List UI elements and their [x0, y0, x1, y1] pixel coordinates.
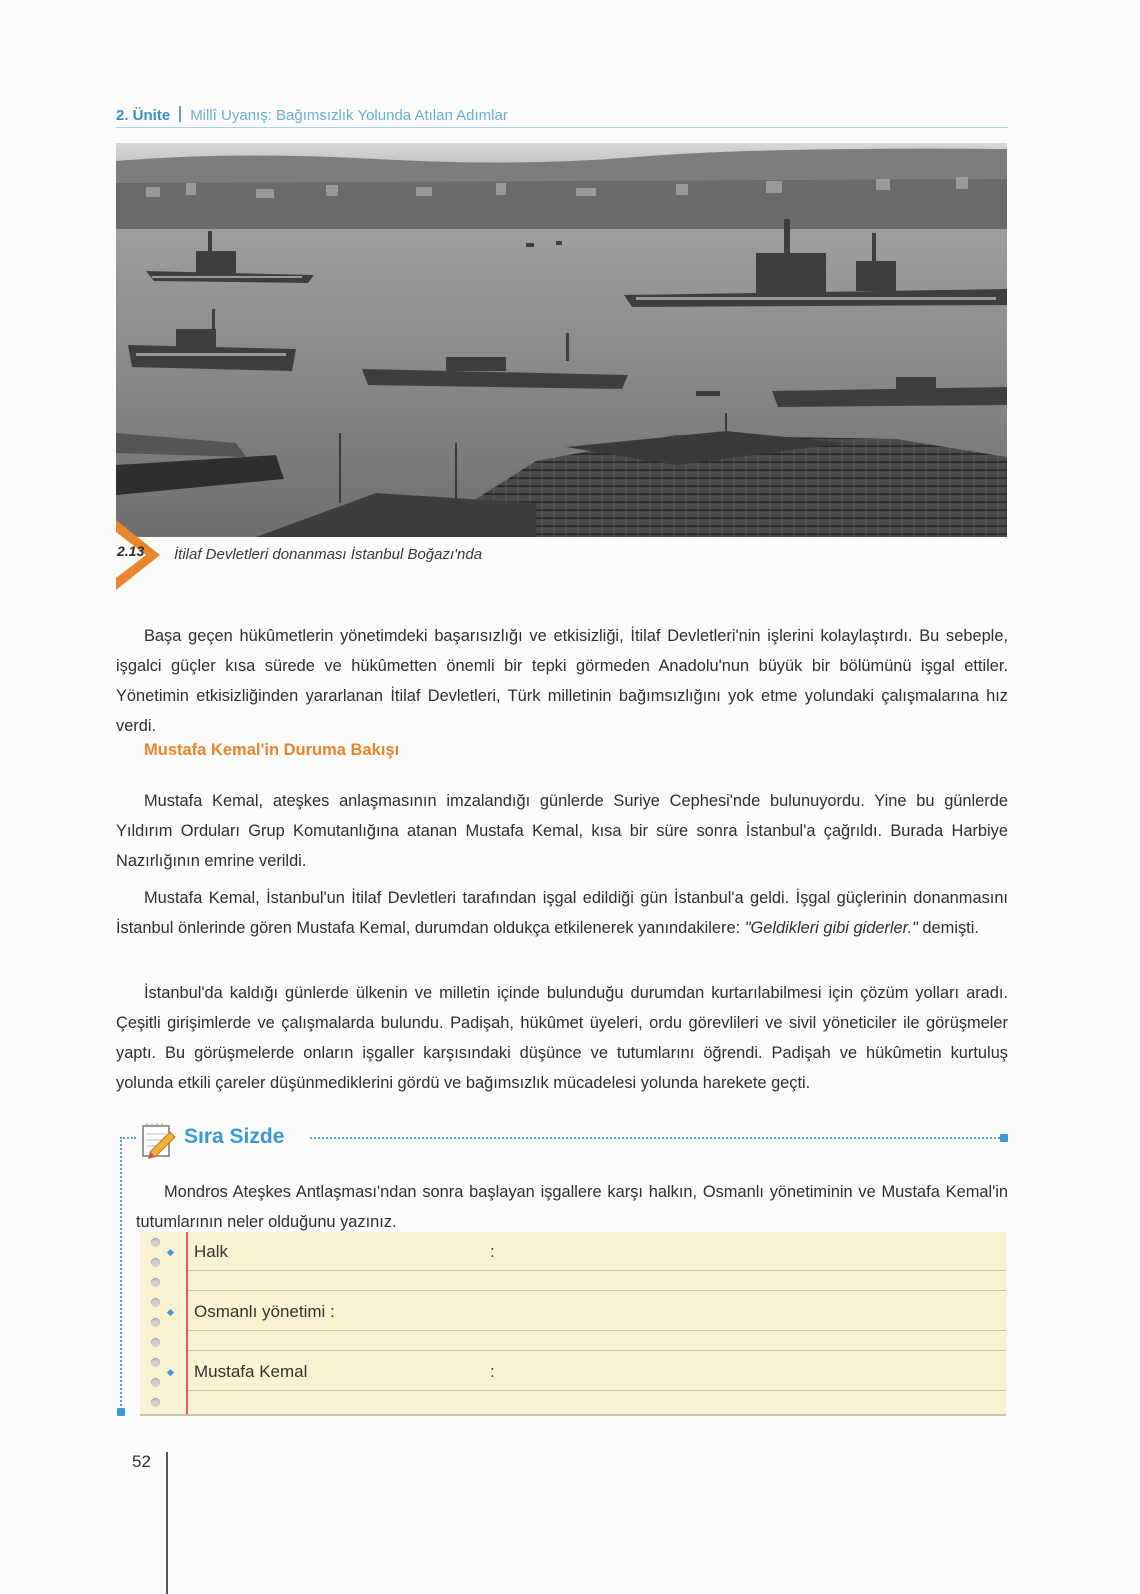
activity-border-left [120, 1137, 122, 1413]
answer-colon: : [490, 1242, 495, 1261]
unit-number: 2. Ünite [116, 107, 171, 124]
activity-border-top [120, 1137, 136, 1139]
notebook-hole [151, 1238, 160, 1247]
notebook-hole [151, 1378, 160, 1387]
notebook-line [188, 1390, 1006, 1391]
section-heading: Mustafa Kemal'in Duruma Bakışı [144, 741, 400, 759]
bullet-icon [167, 1309, 174, 1316]
notebook-margin-line [186, 1232, 188, 1414]
answer-notebook [140, 1232, 1006, 1416]
header-separator [179, 106, 181, 122]
paragraph-1: Başa geçen hükûmetlerin yönetimdeki başarısızlığı ve etkisizliği, İtilaf Devletleri'nin işlerini kolaylaştırdı. Bu sebeple, işgalci güçler kısa sürede ve hükûmetten önemli bir tepki görmeden Anadolu'nun büyük bir bölümünü işgal ettiler. Yönetimin etkisizliğinden yararlanan İtilaf Devletleri, Türk milletinin bağımsızlığını yok etme yolundaki çalışmalarına hız verdi. [116, 627, 1008, 735]
notebook-hole [151, 1318, 160, 1327]
quote: "Geldikleri gibi giderler." [744, 919, 918, 938]
figure-caption: İtilaf Devletleri donanması İstanbul Boğazı'nda [174, 546, 483, 563]
answer-colon: : [490, 1362, 495, 1381]
activity-corner-dot [117, 1408, 125, 1416]
paragraph-2: Mustafa Kemal, ateşkes anlaşmasının imzalandığı günlerde Suriye Cephesi'nde bulunuyordu. Yine bu günlerde Yıldırım Orduları Grup Komutanlığına atanan Mustafa Kemal, kısa bir süre sonra İstanbul'a çağrıldı. Burada Harbiye Nazırlığının emrine verildi. [116, 792, 1008, 870]
notebook-line [188, 1290, 1006, 1291]
notebook-line [188, 1330, 1006, 1331]
activity-title: Sıra Sizde [184, 1125, 285, 1148]
notebook-hole [151, 1358, 160, 1367]
notebook-hole [151, 1398, 160, 1407]
fleet-photo-illustration [116, 143, 1007, 537]
activity-border-top-right [310, 1137, 1000, 1139]
paragraph-3-start: Mustafa Kemal, İstanbul'un İtilaf Devletleri tarafından işgal edildiği gün İstanbul'a geldi. İşgal güçlerinin donanmasını İstanbul önlerinde gören Mustafa Kemal, durumdan oldukça etkilenerek yanındakilere: [116, 889, 1008, 938]
notepad-pencil-icon [140, 1122, 178, 1160]
fleet-photo [116, 143, 1007, 537]
answer-label-mustafa-kemal: Mustafa Kemal [194, 1362, 308, 1381]
page-number: 52 [132, 1452, 151, 1471]
notebook-line [188, 1270, 1006, 1271]
notebook-hole [151, 1278, 160, 1287]
answer-label-osmanli: Osmanlı yönetimi : [194, 1302, 335, 1321]
notebook-hole [151, 1298, 160, 1307]
paragraph-3-end: demişti. [917, 919, 979, 938]
paragraph-4: İstanbul'da kaldığı günlerde ülkenin ve milletin içinde bulunduğu durumdan kurtarılabilmesi için çözüm yolları aradı. Çeşitli girişimlerde ve çalışmalarda bulundu. Padişah, hükûmet üyeleri, ordu görevlileri ve sivil yöneticiler ile görüşmeler yaptı. Bu görüşmelerde onların işgaller karşısındaki düşünce ve tutumlarını öğrendi. Padişah ve hükûmetin kurtuluş yolunda etkili çareler düşünmediklerini gördü ve bağımsızlık mücadelesi yolunda harekete geçti. [116, 984, 1008, 1092]
activity-prompt: Mondros Ateşkes Antlaşması'ndan sonra başlayan işgallere karşı halkın, Osmanlı yönetiminin ve Mustafa Kemal'in tutumlarının neler olduğunu yazınız. [136, 1183, 1008, 1232]
bullet-icon [167, 1369, 174, 1376]
header-rule [116, 127, 1008, 128]
notebook-hole [151, 1338, 160, 1347]
unit-header [116, 104, 508, 124]
notebook-hole [151, 1258, 160, 1267]
notebook-line [188, 1350, 1006, 1351]
unit-title: Millî Uyanış: Bağımsızlık Yolunda Atılan Adımlar [190, 107, 508, 124]
footer-rule [166, 1452, 168, 1594]
figure-number: 2.13 [117, 543, 145, 559]
paragraph-3 [116, 884, 1008, 943]
answer-label-halk: Halk [194, 1242, 229, 1261]
bullet-icon [167, 1249, 174, 1256]
activity-corner-dot [1000, 1134, 1008, 1142]
